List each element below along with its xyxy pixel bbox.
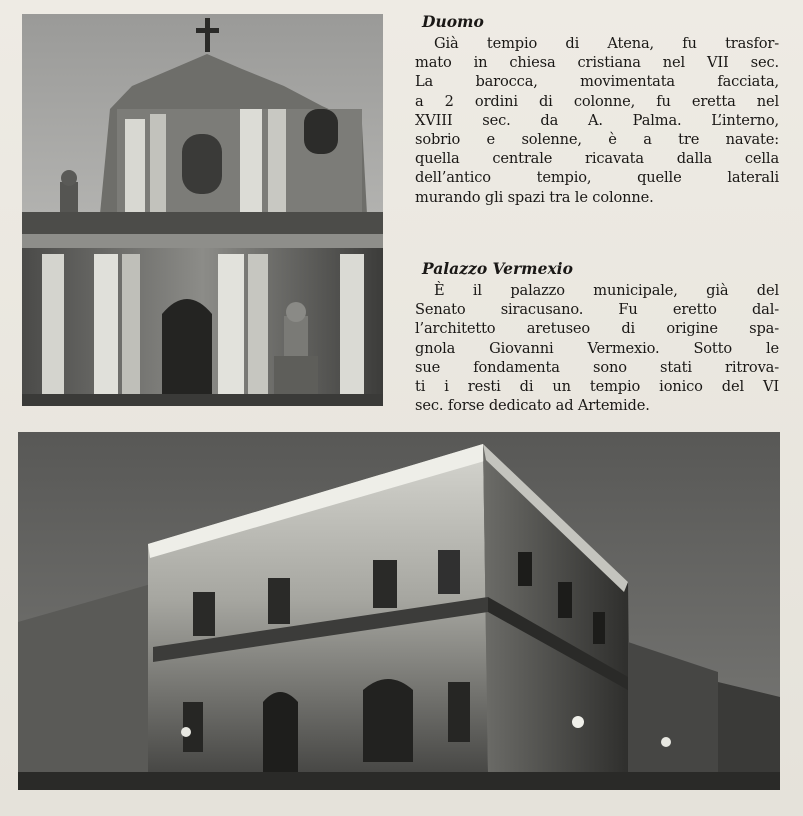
- palazzo-text-line: Senato siracusano. Fu eretto dal-: [415, 301, 779, 319]
- duomo-facade-illustration: [22, 14, 383, 406]
- palazzo-text-line: sec. forse dedicato ad Artemide.: [415, 397, 650, 415]
- palazzo-text-line: ti i resti di un tempio ionico del VI: [415, 378, 779, 396]
- duomo-text-line: La barocca, movimentata facciata,: [415, 73, 779, 91]
- duomo-text-line: quella centrale ricavata dalla cella: [415, 150, 779, 168]
- duomo-article: [415, 12, 779, 207]
- duomo-text-line: dell’antico tempio, quelle laterali: [415, 169, 779, 187]
- duomo-photo: [22, 14, 383, 406]
- palazzo-title: Palazzo Vermexio: [422, 259, 573, 278]
- palazzo-text-line: sue fondamenta sono stati ritrova-: [415, 358, 779, 376]
- palazzo-text-line: l’architetto aretuseo di origine spa-: [415, 320, 779, 338]
- palazzo-article: [415, 259, 779, 415]
- palazzo-text-line: gnola Giovanni Vermexio. Sotto le: [415, 339, 779, 357]
- duomo-text-line: Già tempio di Atena, fu trasfor-: [434, 35, 779, 52]
- duomo-text-line: a 2 ordini di colonne, fu eretta nel: [415, 92, 779, 110]
- duomo-text-line: murando gli spazi tra le colonne.: [415, 188, 654, 206]
- duomo-text-line: mato in chiesa cristiana nel VII sec.: [415, 54, 779, 72]
- palazzo-photo: [18, 432, 780, 790]
- duomo-text-line: sobrio e solenne, è a tre navate:: [415, 131, 779, 149]
- palazzo-text-line: È il palazzo municipale, già del: [434, 282, 779, 299]
- palazzo-building-illustration: [18, 432, 780, 790]
- duomo-title: Duomo: [422, 12, 484, 31]
- duomo-text-line: XVIII sec. da A. Palma. L’interno,: [415, 111, 779, 129]
